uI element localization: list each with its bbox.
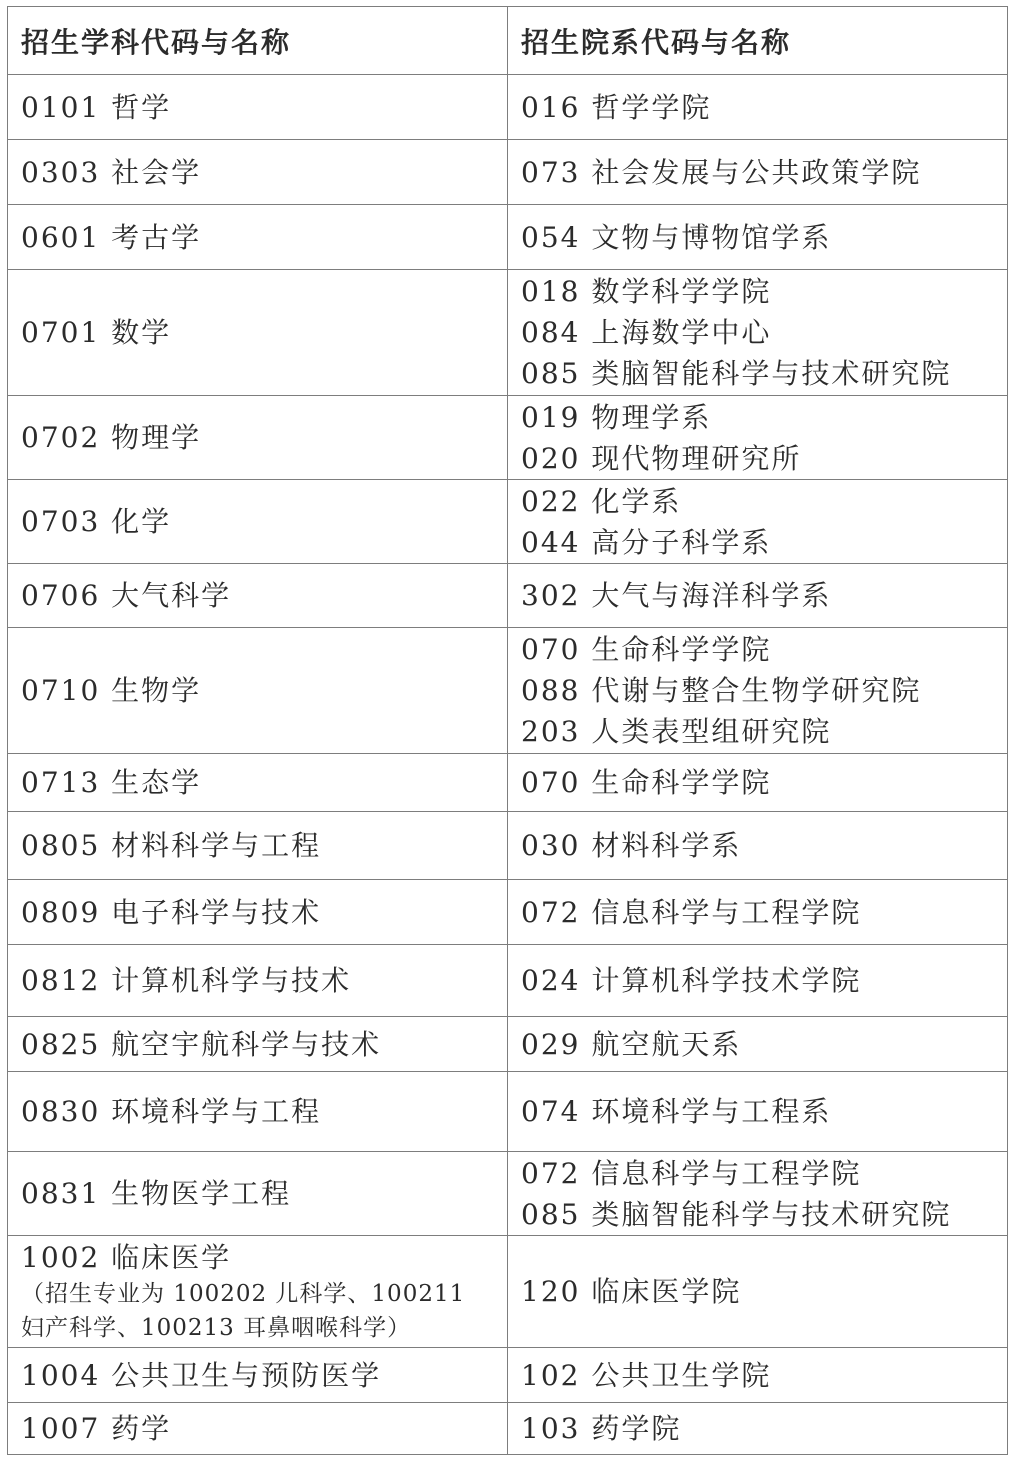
subject-cell	[8, 75, 508, 140]
department-cell	[508, 140, 1008, 205]
subject-cell	[8, 480, 508, 564]
table-row	[8, 140, 1008, 205]
department-text: 120 临床医学院	[521, 1275, 742, 1308]
department-text: 020 现代物理研究所	[521, 441, 802, 475]
subject-text: 0702 物理学	[21, 421, 202, 454]
department-text: 084 上海数学中心	[521, 316, 772, 349]
department-text: 019 物理学系	[521, 400, 712, 434]
department-text: 072 信息科学与工程学院	[521, 895, 862, 929]
subject-cell	[8, 812, 508, 880]
subject-text: 0713 生态学	[21, 766, 202, 799]
department-cell	[508, 1017, 1008, 1072]
department-cell	[508, 880, 1008, 945]
table-row	[8, 628, 1008, 754]
subject-note: （招生专业为 100202 儿科学、100211	[21, 1280, 466, 1307]
department-text: 022 化学系	[521, 484, 682, 518]
subject-text: 0805 材料科学与工程	[21, 829, 322, 862]
table-row	[8, 1236, 1008, 1348]
department-cell	[508, 1348, 1008, 1403]
table-row	[8, 270, 1008, 396]
department-text: 072 信息科学与工程学院	[521, 1156, 862, 1190]
subject-text: 0703 化学	[21, 505, 172, 538]
subject-text: 1004 公共卫生与预防医学	[21, 1358, 382, 1392]
subject-text: 0701 数学	[21, 316, 172, 349]
subject-cell	[8, 1072, 508, 1152]
table-row	[8, 75, 1008, 140]
department-text: 102 公共卫生学院	[521, 1358, 772, 1392]
department-text: 029 航空航天系	[521, 1027, 742, 1061]
subject-text: 0706 大气科学	[21, 579, 232, 612]
department-cell	[508, 1072, 1008, 1152]
subject-text: 1007 药学	[21, 1412, 172, 1445]
subject-column-header: 招生学科代码与名称	[8, 7, 508, 75]
table-row	[8, 1403, 1008, 1455]
subject-text: 0830 环境科学与工程	[21, 1095, 322, 1128]
department-text: 018 数学科学学院	[521, 275, 772, 308]
table-row	[8, 396, 1008, 480]
subject-text: 0601 考古学	[21, 220, 202, 254]
department-cell	[508, 396, 1008, 480]
table-row	[8, 205, 1008, 270]
subject-text: 1002 临床医学	[21, 1240, 232, 1274]
department-cell	[508, 564, 1008, 628]
department-cell	[508, 1236, 1008, 1348]
department-text: 203 人类表型组研究院	[521, 715, 832, 748]
department-text: 016 哲学学院	[521, 90, 712, 124]
table-row	[8, 754, 1008, 812]
department-text: 073 社会发展与公共政策学院	[521, 155, 922, 189]
subject-cell	[8, 205, 508, 270]
department-cell	[508, 270, 1008, 396]
department-text: 070 生命科学学院	[521, 633, 772, 666]
department-text: 088 代谢与整合生物学研究院	[521, 674, 922, 707]
table-row	[8, 812, 1008, 880]
department-text: 030 材料科学系	[521, 829, 742, 862]
subject-text: 0101 哲学	[21, 90, 172, 124]
subject-cell	[8, 880, 508, 945]
subject-cell	[8, 628, 508, 754]
department-text: 103 药学院	[521, 1412, 682, 1445]
table-row	[8, 1348, 1008, 1403]
subject-cell	[8, 270, 508, 396]
department-cell	[508, 480, 1008, 564]
department-text: 074 环境科学与工程系	[521, 1095, 832, 1128]
department-cell	[508, 75, 1008, 140]
table-header-row	[8, 7, 1008, 75]
subject-cell	[8, 1017, 508, 1072]
subject-text: 0303 社会学	[21, 155, 202, 189]
department-cell	[508, 205, 1008, 270]
subject-cell	[8, 564, 508, 628]
department-text: 085 类脑智能科学与技术研究院	[521, 1197, 952, 1231]
department-text: 070 生命科学学院	[521, 766, 772, 799]
subject-note: 妇产科学、100213 耳鼻咽喉科学）	[21, 1314, 412, 1341]
subject-cell	[8, 945, 508, 1017]
department-text: 024 计算机科学技术学院	[521, 964, 862, 997]
department-text: 302 大气与海洋科学系	[521, 579, 832, 612]
subject-cell	[8, 754, 508, 812]
table-row	[8, 480, 1008, 564]
department-cell	[508, 628, 1008, 754]
department-cell	[508, 1152, 1008, 1236]
subject-cell	[8, 396, 508, 480]
table-row	[8, 564, 1008, 628]
subject-text: 0831 生物医学工程	[21, 1177, 292, 1210]
admission-table	[7, 6, 1008, 1455]
department-cell	[508, 812, 1008, 880]
department-cell	[508, 754, 1008, 812]
table-row	[8, 1072, 1008, 1152]
subject-cell	[8, 1236, 508, 1348]
subject-text: 0825 航空宇航科学与技术	[21, 1027, 382, 1061]
department-cell	[508, 1403, 1008, 1455]
table-row	[8, 1152, 1008, 1236]
subject-cell	[8, 140, 508, 205]
department-text: 085 类脑智能科学与技术研究院	[521, 357, 952, 390]
table-row	[8, 880, 1008, 945]
subject-text: 0710 生物学	[21, 674, 202, 707]
department-cell	[508, 945, 1008, 1017]
subject-cell	[8, 1403, 508, 1455]
department-column-header: 招生院系代码与名称	[508, 7, 1008, 75]
table-row	[8, 945, 1008, 1017]
department-text: 044 高分子科学系	[521, 525, 772, 559]
subject-text: 0809 电子科学与技术	[21, 895, 322, 929]
subject-cell	[8, 1152, 508, 1236]
subject-cell	[8, 1348, 508, 1403]
table-row	[8, 1017, 1008, 1072]
subject-text: 0812 计算机科学与技术	[21, 964, 352, 997]
department-text: 054 文物与博物馆学系	[521, 220, 832, 254]
